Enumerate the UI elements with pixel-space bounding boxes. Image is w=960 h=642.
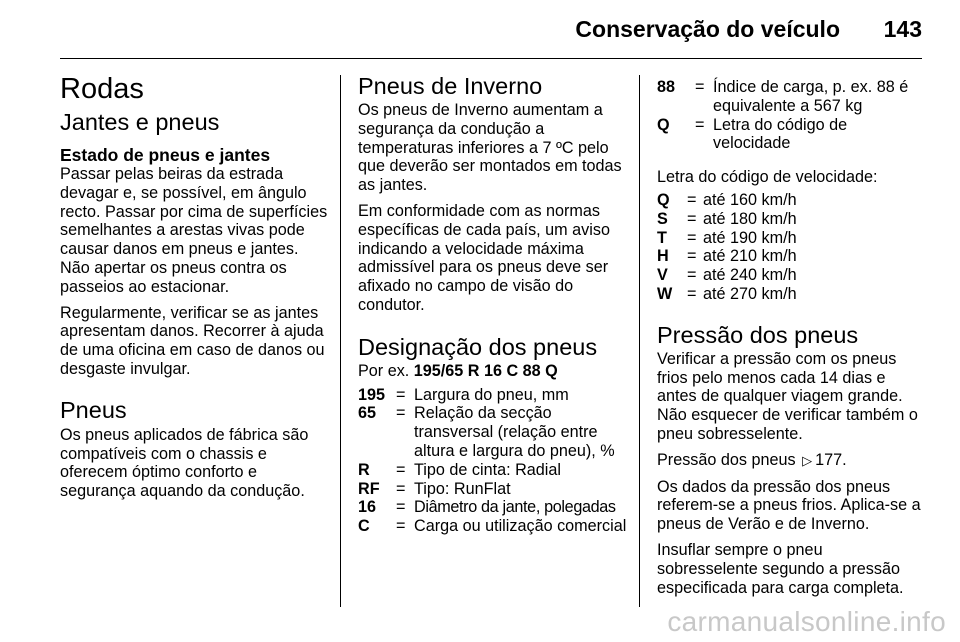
definition-key: 195 bbox=[358, 385, 386, 404]
speed-key: S bbox=[657, 209, 668, 228]
definition-row bbox=[358, 461, 630, 480]
definition-eq: = bbox=[396, 517, 406, 536]
speed-eq: = bbox=[687, 190, 697, 209]
definition-row bbox=[657, 116, 925, 154]
speed-key: W bbox=[657, 284, 673, 303]
definition-row bbox=[358, 386, 630, 405]
definition-key: 65 bbox=[358, 404, 377, 423]
paragraph: Os pneus aplicados de fábrica são compatíveis com o chassis e oferecem óptimo conforto e segurança aquando da condução. bbox=[60, 425, 309, 501]
definition-eq: = bbox=[396, 460, 406, 479]
definition-row bbox=[657, 78, 925, 116]
example-code: 195/65 R 16 C 88 Q bbox=[413, 361, 558, 380]
definition-value: Relação da secção transversal (relação entre altura e largura do pneu), % bbox=[414, 404, 615, 460]
heading-rodas: Rodas bbox=[60, 73, 144, 105]
definition-row bbox=[358, 404, 630, 460]
speed-key: H bbox=[657, 247, 669, 266]
speed-eq: = bbox=[687, 247, 697, 266]
speed-value: até 180 km/h bbox=[703, 209, 797, 228]
definition-row bbox=[358, 498, 630, 517]
speed-row bbox=[657, 285, 925, 304]
speed-eq: = bbox=[687, 284, 697, 303]
definition-eq: = bbox=[396, 385, 406, 404]
definition-value: Letra do código de velocidade bbox=[713, 115, 848, 153]
speed-row bbox=[657, 229, 925, 248]
reference-arrow-icon: ▷ bbox=[802, 452, 813, 468]
column-3 bbox=[657, 72, 925, 604]
speed-value: até 210 km/h bbox=[703, 247, 797, 266]
heading-pneus: Pneus bbox=[60, 396, 127, 423]
speed-eq: = bbox=[687, 266, 697, 285]
column-2 bbox=[358, 72, 630, 536]
heading-estado-pneus-jantes: Estado de pneus e jantes bbox=[60, 145, 271, 165]
speed-code-list bbox=[657, 191, 925, 304]
speed-row bbox=[657, 210, 925, 229]
definition-eq: = bbox=[396, 404, 406, 423]
definition-key: 88 bbox=[657, 78, 676, 96]
definition-key: R bbox=[358, 460, 370, 479]
heading-jantes-e-pneus: Jantes e pneus bbox=[60, 109, 220, 135]
definition-value: Tipo: RunFlat bbox=[414, 479, 511, 498]
tire-code-definitions bbox=[358, 386, 630, 536]
header-divider bbox=[60, 58, 922, 59]
pressure-reference bbox=[657, 451, 925, 471]
paragraph: Os pneus de Inverno aumentam a segurança da condução a temperaturas inferiores a 7 ºC pelo que deverão ser montados em todas as jantes. bbox=[358, 101, 622, 195]
speed-intro: Letra do código de velocidade: bbox=[657, 168, 878, 187]
definition-value: Tipo de cinta: Radial bbox=[414, 460, 561, 479]
speed-row bbox=[657, 247, 925, 266]
definition-key: 16 bbox=[358, 498, 377, 517]
speed-value: até 190 km/h bbox=[703, 228, 797, 247]
speed-value: até 270 km/h bbox=[703, 284, 797, 303]
definition-eq: = bbox=[695, 78, 705, 96]
speed-key: V bbox=[657, 266, 668, 285]
definition-value: Diâmetro da jante, polegadas bbox=[414, 498, 616, 517]
speed-row bbox=[657, 266, 925, 285]
section-title: Conservação do veículo bbox=[575, 16, 840, 42]
page-reference-link[interactable]: 177. bbox=[815, 450, 847, 469]
paragraph: Verificar a pressão com os pneus frios pelo menos cada 14 dias e antes de qualquer viagem grande. Não esquecer de verificar também o pneu sobresselente. bbox=[657, 349, 918, 443]
definition-value: Largura do pneu, mm bbox=[414, 385, 569, 404]
definition-row bbox=[358, 480, 630, 499]
speed-value: até 160 km/h bbox=[703, 190, 797, 209]
tire-code-definitions-continued bbox=[657, 78, 925, 153]
definition-key: RF bbox=[358, 479, 380, 498]
paragraph: Regularmente, verificar se as jantes apresentam danos. Recorrer à ajuda de uma oficina em caso de danos ou desgaste invulgar. bbox=[60, 303, 325, 378]
paragraph: Os dados da pressão dos pneus referem-se a pneus frios. Aplica-se a pneus de Verão e de Inverno. bbox=[657, 477, 921, 534]
definition-eq: = bbox=[695, 115, 705, 134]
column-divider-1 bbox=[340, 75, 341, 607]
paragraph: Insuflar sempre o pneu sobresselente segundo a pressão especificada para carga completa. bbox=[657, 540, 904, 597]
definition-key: C bbox=[358, 517, 370, 536]
definition-key: Q bbox=[657, 115, 670, 134]
paragraph: Passar pelas beiras da estrada devagar e, se possível, em ângulo recto. Passar por cima de superfícies semelhantes a arestas vivas pode causar danos em pneus e jantes. Não apertar os pneus contra os passeios ao estacionar. bbox=[60, 165, 328, 296]
column-divider-2 bbox=[639, 75, 640, 607]
paragraph: Em conformidade com as normas específicas de cada país, um aviso indicando a velocidade máxima admissível para os pneus deve ser afixado no campo de visão do condutor. bbox=[358, 201, 610, 314]
reference-text: Pressão dos pneus bbox=[657, 450, 796, 469]
speed-eq: = bbox=[687, 209, 697, 228]
heading-designacao-pneus: Designação dos pneus bbox=[358, 333, 598, 360]
heading-pneus-de-inverno: Pneus de Inverno bbox=[358, 73, 543, 99]
speed-key: T bbox=[657, 228, 667, 247]
column-1 bbox=[60, 72, 332, 508]
speed-key: Q bbox=[657, 190, 670, 209]
speed-row bbox=[657, 191, 925, 210]
page-number: 143 bbox=[883, 16, 922, 42]
definition-value: Índice de carga, p. ex. 88 é equivalente a 567 kg bbox=[713, 78, 909, 115]
definition-value: Carga ou utilização comercial bbox=[414, 517, 627, 536]
heading-pressao-pneus: Pressão dos pneus bbox=[657, 321, 859, 348]
example-prefix: Por ex. bbox=[358, 361, 410, 380]
definition-eq: = bbox=[396, 479, 406, 498]
speed-eq: = bbox=[687, 228, 697, 247]
definition-row bbox=[358, 517, 630, 536]
watermark: carmanualsonline.info bbox=[667, 606, 946, 637]
example-line bbox=[358, 362, 630, 381]
definition-eq: = bbox=[396, 498, 406, 517]
speed-value: até 240 km/h bbox=[703, 266, 797, 285]
